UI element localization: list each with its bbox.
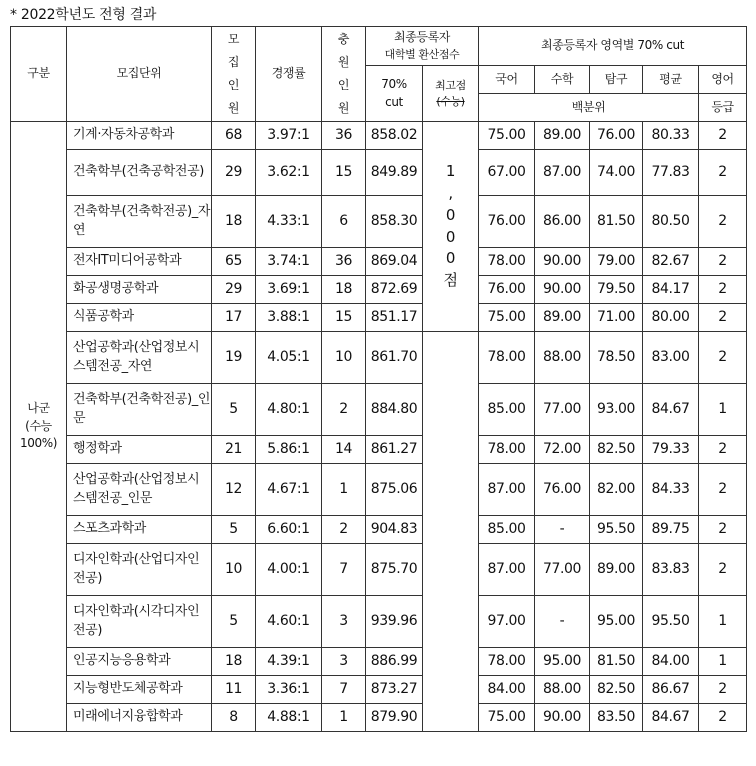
cell-korean: 87.00	[479, 544, 535, 596]
cell-average: 89.75	[643, 516, 699, 544]
cell-unit: 행정학과	[67, 436, 212, 464]
cell-inquiry: 89.00	[590, 544, 643, 596]
header-competition: 경쟁률	[256, 27, 322, 122]
header-unit: 모집단위	[67, 27, 212, 122]
cell-math: -	[535, 516, 590, 544]
cell-math: 77.00	[535, 384, 590, 436]
table-row	[11, 248, 747, 276]
cell-additional: 2	[322, 516, 366, 544]
cell-additional: 3	[322, 596, 366, 648]
header-korean: 국어	[479, 66, 535, 94]
cell-korean: 76.00	[479, 196, 535, 248]
max-score-char: 0	[445, 205, 456, 224]
cell-inquiry: 82.50	[590, 436, 643, 464]
cell-average: 84.17	[643, 276, 699, 304]
cell-quota: 5	[212, 516, 256, 544]
cell-cut70: 875.70	[366, 544, 423, 596]
cell-competition: 4.39:1	[256, 648, 322, 676]
table-row	[11, 436, 747, 464]
group-label-line1: 나군	[27, 401, 50, 416]
cell-math: 88.00	[535, 676, 590, 704]
max-score-char: ,	[448, 184, 453, 202]
cell-english: 2	[699, 332, 747, 384]
cell-inquiry: 95.50	[590, 516, 643, 544]
table-row	[11, 544, 747, 596]
table-body	[11, 122, 747, 732]
cell-inquiry: 76.00	[590, 122, 643, 150]
cell-average: 86.67	[643, 676, 699, 704]
cell-competition: 4.60:1	[256, 596, 322, 648]
max-score-empty	[423, 332, 479, 732]
table-row	[11, 384, 747, 436]
cell-average: 80.50	[643, 196, 699, 248]
cell-unit: 건축학부(건축공학전공)	[67, 150, 212, 196]
cell-cut70: 886.99	[366, 648, 423, 676]
cell-unit: 산업공학과(산업정보시스템전공_인문	[67, 464, 212, 516]
table-row	[11, 596, 747, 648]
cell-unit: 산업공학과(산업정보시스템전공_자연	[67, 332, 212, 384]
header-cut70	[366, 66, 423, 122]
cell-math: 90.00	[535, 704, 590, 732]
cell-english: 1	[699, 648, 747, 676]
cell-additional: 18	[322, 276, 366, 304]
cell-cut70: 872.69	[366, 276, 423, 304]
cell-average: 79.33	[643, 436, 699, 464]
header-grade: 등급	[699, 94, 747, 122]
cell-average: 83.00	[643, 332, 699, 384]
header-additional	[322, 27, 366, 122]
cell-korean: 78.00	[479, 248, 535, 276]
cell-quota: 29	[212, 276, 256, 304]
max-score-char: 0	[445, 249, 456, 268]
cell-average: 80.00	[643, 304, 699, 332]
cell-math: 90.00	[535, 248, 590, 276]
cell-unit: 디자인학과(산업디자인전공)	[67, 544, 212, 596]
cell-competition: 4.88:1	[256, 704, 322, 732]
header-max-score-line2: (수능)	[436, 94, 465, 108]
cell-average: 84.33	[643, 464, 699, 516]
cell-math: 86.00	[535, 196, 590, 248]
cell-competition: 4.80:1	[256, 384, 322, 436]
cell-competition: 3.74:1	[256, 248, 322, 276]
cell-quota: 10	[212, 544, 256, 596]
cell-additional: 6	[322, 196, 366, 248]
cell-average: 82.67	[643, 248, 699, 276]
additional-char: 인	[337, 78, 350, 92]
table-row	[11, 122, 747, 150]
cell-cut70: 939.96	[366, 596, 423, 648]
cell-math: 89.00	[535, 304, 590, 332]
cell-math: 76.00	[535, 464, 590, 516]
table-row	[11, 704, 747, 732]
cell-quota: 11	[212, 676, 256, 704]
cell-math: 87.00	[535, 150, 590, 196]
cell-competition: 4.00:1	[256, 544, 322, 596]
cell-korean: 85.00	[479, 384, 535, 436]
table-row	[11, 332, 747, 384]
cell-korean: 87.00	[479, 464, 535, 516]
cell-unit: 건축학부(건축학전공)_인문	[67, 384, 212, 436]
cell-competition: 6.60:1	[256, 516, 322, 544]
cell-cut70: 904.83	[366, 516, 423, 544]
cell-cut70: 869.04	[366, 248, 423, 276]
header-cut70-line2: cut	[385, 94, 403, 109]
cell-english: 2	[699, 544, 747, 596]
cell-quota: 18	[212, 648, 256, 676]
cell-english: 2	[699, 196, 747, 248]
cell-competition: 3.36:1	[256, 676, 322, 704]
cell-cut70: 875.06	[366, 464, 423, 516]
cell-inquiry: 93.00	[590, 384, 643, 436]
cell-competition: 5.86:1	[256, 436, 322, 464]
cell-cut70: 879.90	[366, 704, 423, 732]
cell-competition: 3.97:1	[256, 122, 322, 150]
cell-competition: 4.05:1	[256, 332, 322, 384]
cell-inquiry: 95.00	[590, 596, 643, 648]
quota-char: 원	[227, 100, 240, 115]
header-gubun: 구분	[11, 27, 67, 122]
cell-inquiry: 79.00	[590, 248, 643, 276]
cell-korean: 75.00	[479, 122, 535, 150]
max-score-char: 점	[443, 271, 458, 289]
table-row	[11, 464, 747, 516]
header-quota	[212, 27, 256, 122]
table-row	[11, 196, 747, 248]
cell-competition: 4.33:1	[256, 196, 322, 248]
cell-korean: 78.00	[479, 436, 535, 464]
header-max-score	[423, 66, 479, 122]
cell-average: 80.33	[643, 122, 699, 150]
cell-english: 2	[699, 676, 747, 704]
cell-inquiry: 81.50	[590, 648, 643, 676]
cell-additional: 10	[322, 332, 366, 384]
cell-competition: 4.67:1	[256, 464, 322, 516]
cell-unit: 건축학부(건축학전공)_자연	[67, 196, 212, 248]
table-row	[11, 150, 747, 196]
cell-math: 95.00	[535, 648, 590, 676]
cell-cut70: 849.89	[366, 150, 423, 196]
cell-korean: 97.00	[479, 596, 535, 648]
cell-additional: 7	[322, 544, 366, 596]
cell-inquiry: 82.00	[590, 464, 643, 516]
cell-quota: 29	[212, 150, 256, 196]
cell-math: 90.00	[535, 276, 590, 304]
cell-math: 89.00	[535, 122, 590, 150]
table-row	[11, 516, 747, 544]
cell-average: 84.67	[643, 704, 699, 732]
cell-additional: 1	[322, 464, 366, 516]
cell-cut70: 861.27	[366, 436, 423, 464]
cell-unit: 디자인학과(시각디자인전공)	[67, 596, 212, 648]
cell-korean: 75.00	[479, 704, 535, 732]
cell-inquiry: 74.00	[590, 150, 643, 196]
cell-english: 2	[699, 516, 747, 544]
table-row	[11, 276, 747, 304]
cell-unit: 인공지능응용학과	[67, 648, 212, 676]
cell-math: 77.00	[535, 544, 590, 596]
header-max-score-line1: 최고점	[435, 78, 466, 92]
header-english: 영어	[699, 66, 747, 94]
quota-char: 집	[227, 55, 240, 70]
admission-results-table	[10, 26, 747, 732]
cell-additional: 36	[322, 122, 366, 150]
cell-inquiry: 79.50	[590, 276, 643, 304]
cell-additional: 3	[322, 648, 366, 676]
cell-inquiry: 82.50	[590, 676, 643, 704]
cell-average: 84.00	[643, 648, 699, 676]
cell-korean: 84.00	[479, 676, 535, 704]
table-row	[11, 304, 747, 332]
cell-unit: 식품공학과	[67, 304, 212, 332]
cell-quota: 5	[212, 596, 256, 648]
cell-english: 2	[699, 304, 747, 332]
cell-average: 95.50	[643, 596, 699, 648]
cell-korean: 85.00	[479, 516, 535, 544]
header-percentile: 백분위	[479, 94, 699, 122]
header-average: 평균	[643, 66, 699, 94]
header-cut70-line1: 70%	[381, 77, 407, 92]
group-label-line3: 100%)	[20, 436, 57, 451]
cell-additional: 1	[322, 704, 366, 732]
quota-char: 인	[227, 78, 240, 92]
max-score-char: 1	[445, 162, 456, 181]
max-score-char: 0	[445, 227, 456, 246]
cell-english: 2	[699, 704, 747, 732]
cell-inquiry: 81.50	[590, 196, 643, 248]
cell-average: 84.67	[643, 384, 699, 436]
cell-quota: 18	[212, 196, 256, 248]
header-final-score-line1: 최종등록자	[394, 30, 450, 45]
quota-char: 모	[227, 32, 240, 47]
cell-unit: 미래에너지융합학과	[67, 704, 212, 732]
cell-cut70: 861.70	[366, 332, 423, 384]
cell-quota: 17	[212, 304, 256, 332]
cell-cut70: 851.17	[366, 304, 423, 332]
cell-math: 88.00	[535, 332, 590, 384]
cell-additional: 7	[322, 676, 366, 704]
table-row	[11, 648, 747, 676]
header-area-title: 최종등록자 영역별 70% cut	[479, 27, 747, 66]
header-final-score	[366, 27, 479, 66]
cell-quota: 12	[212, 464, 256, 516]
cell-math: -	[535, 596, 590, 648]
header-final-score-line2: 대학별 환산점수	[384, 47, 460, 61]
cell-english: 2	[699, 436, 747, 464]
table-caption: * 2022학년도 전형 결과	[10, 7, 157, 23]
cell-unit: 스포츠과학과	[67, 516, 212, 544]
additional-char: 원	[337, 55, 350, 70]
max-score-cell	[423, 122, 479, 332]
cell-english: 2	[699, 122, 747, 150]
cell-inquiry: 83.50	[590, 704, 643, 732]
cell-competition: 3.69:1	[256, 276, 322, 304]
cell-english: 2	[699, 248, 747, 276]
cell-competition: 3.88:1	[256, 304, 322, 332]
table-row	[11, 676, 747, 704]
cell-quota: 68	[212, 122, 256, 150]
cell-korean: 76.00	[479, 276, 535, 304]
cell-english: 1	[699, 384, 747, 436]
additional-char: 원	[337, 100, 350, 115]
cell-unit: 화공생명공학과	[67, 276, 212, 304]
cell-korean: 75.00	[479, 304, 535, 332]
cell-additional: 15	[322, 150, 366, 196]
header-inquiry: 탐구	[590, 66, 643, 94]
cell-average: 77.83	[643, 150, 699, 196]
cell-quota: 19	[212, 332, 256, 384]
cell-english: 1	[699, 596, 747, 648]
cell-unit: 지능형반도체공학과	[67, 676, 212, 704]
cell-cut70: 884.80	[366, 384, 423, 436]
cell-average: 83.83	[643, 544, 699, 596]
cell-english: 2	[699, 150, 747, 196]
cell-korean: 78.00	[479, 332, 535, 384]
cell-english: 2	[699, 464, 747, 516]
header-math: 수학	[535, 66, 590, 94]
cell-quota: 5	[212, 384, 256, 436]
cell-cut70: 858.02	[366, 122, 423, 150]
cell-korean: 67.00	[479, 150, 535, 196]
cell-quota: 21	[212, 436, 256, 464]
cell-quota: 65	[212, 248, 256, 276]
cell-math: 72.00	[535, 436, 590, 464]
additional-char: 충	[337, 32, 350, 47]
cell-cut70: 873.27	[366, 676, 423, 704]
cell-unit: 전자IT미디어공학과	[67, 248, 212, 276]
cell-english: 2	[699, 276, 747, 304]
cell-additional: 14	[322, 436, 366, 464]
cell-additional: 2	[322, 384, 366, 436]
cell-inquiry: 78.50	[590, 332, 643, 384]
group-label-line2: (수능	[25, 418, 52, 433]
cell-unit: 기계·자동차공학과	[67, 122, 212, 150]
group-cell	[11, 122, 67, 732]
cell-cut70: 858.30	[366, 196, 423, 248]
cell-inquiry: 71.00	[590, 304, 643, 332]
cell-additional: 15	[322, 304, 366, 332]
cell-competition: 3.62:1	[256, 150, 322, 196]
cell-quota: 8	[212, 704, 256, 732]
cell-korean: 78.00	[479, 648, 535, 676]
cell-additional: 36	[322, 248, 366, 276]
